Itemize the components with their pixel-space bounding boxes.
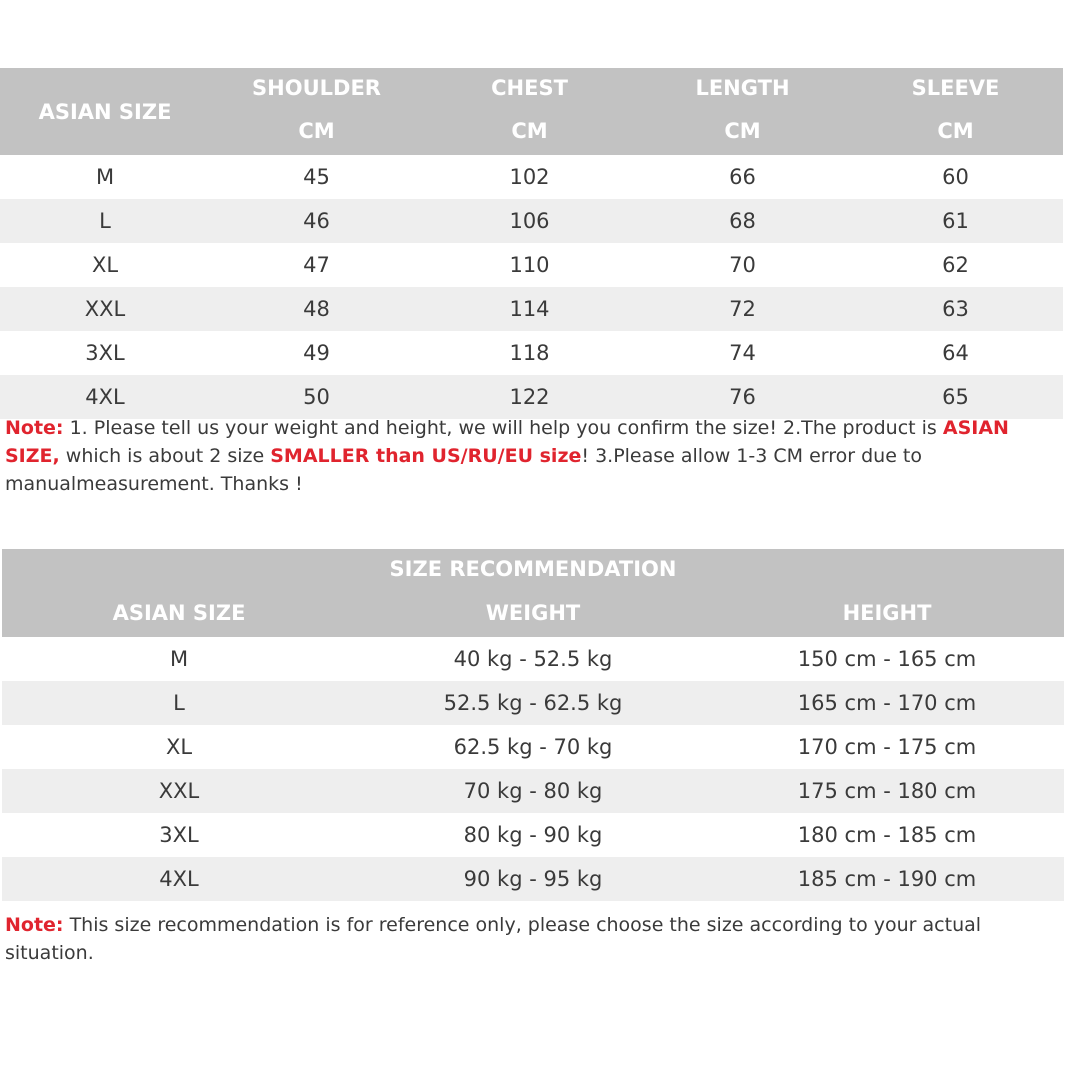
cell-sleeve: 61: [942, 209, 969, 233]
recommendation-note: [5, 911, 1015, 967]
note-text: This size recommendation is for reference only, please choose the size according to your actual situation.: [5, 914, 982, 964]
cell-size: 3XL: [85, 341, 125, 365]
cell-weight: 70 kg - 80 kg: [463, 779, 603, 803]
table-row: [0, 155, 1063, 199]
header-unit: CM: [298, 119, 335, 143]
table-row: [0, 199, 1063, 243]
size-note: [5, 414, 1065, 498]
cell-sleeve: 63: [942, 297, 969, 321]
header-unit: CM: [937, 119, 974, 143]
table-row: [0, 287, 1063, 331]
cell-size: XL: [91, 253, 119, 277]
cell-weight: 52.5 kg - 62.5 kg: [443, 691, 623, 715]
cell-length: 74: [729, 341, 756, 365]
cell-shoulder: 50: [303, 385, 330, 409]
cell-chest: 110: [509, 253, 550, 277]
cell-height: 180 cm - 185 cm: [797, 823, 977, 847]
note-text: 1. Please tell us your weight and height, we will help you confirm the size! 2.The product is: [63, 417, 943, 439]
cell-shoulder: 45: [303, 165, 330, 189]
cell-size: XXL: [158, 779, 200, 803]
cell-shoulder: 48: [303, 297, 330, 321]
cell-height: 165 cm - 170 cm: [797, 691, 977, 715]
header-label: CHEST: [491, 76, 568, 100]
cell-size: 4XL: [85, 385, 125, 409]
recommendation-header: [2, 549, 1064, 637]
note-text: which is about 2 size: [59, 445, 271, 467]
cell-height: 170 cm - 175 cm: [797, 735, 977, 759]
cell-shoulder: 47: [303, 253, 330, 277]
cell-length: 76: [729, 385, 756, 409]
cell-height: 185 cm - 190 cm: [797, 867, 977, 891]
cell-size: 3XL: [159, 823, 199, 847]
cell-height: 150 cm - 165 cm: [797, 647, 977, 671]
header-asian-size: ASIAN SIZE: [112, 601, 246, 625]
header-shoulder: [210, 68, 423, 155]
note-highlight-asian-size: ASIAN SIZE,: [5, 417, 1009, 467]
size-chart-header: [0, 68, 1063, 155]
cell-sleeve: 60: [942, 165, 969, 189]
cell-length: 70: [729, 253, 756, 277]
table-row: [0, 331, 1063, 375]
table-row: [2, 681, 1064, 725]
cell-size: M: [95, 165, 115, 189]
header-chest: [423, 68, 636, 155]
cell-length: 66: [729, 165, 756, 189]
note-highlight-smaller: SMALLER than US/RU/EU size: [270, 445, 582, 467]
cell-size: M: [169, 647, 189, 671]
cell-size: L: [173, 691, 185, 715]
table-row: [2, 725, 1064, 769]
header-height: HEIGHT: [842, 601, 932, 625]
header-asian-size: ASIAN SIZE: [38, 99, 172, 124]
size-recommendation-table: [2, 549, 1064, 901]
table-row: [2, 637, 1064, 681]
cell-sleeve: 64: [942, 341, 969, 365]
header-weight: WEIGHT: [485, 601, 581, 625]
recommendation-body: [2, 637, 1064, 901]
table-row: [0, 243, 1063, 287]
header-unit: CM: [724, 119, 761, 143]
cell-weight: 90 kg - 95 kg: [463, 867, 603, 891]
cell-weight: 80 kg - 90 kg: [463, 823, 603, 847]
note-label: Note:: [5, 417, 64, 439]
cell-size: L: [99, 209, 111, 233]
recommendation-title: SIZE RECOMMENDATION: [389, 557, 677, 581]
table-row: [0, 375, 1063, 419]
cell-size: XL: [165, 735, 193, 759]
cell-shoulder: 49: [303, 341, 330, 365]
header-length: [636, 68, 849, 155]
cell-height: 175 cm - 180 cm: [797, 779, 977, 803]
table-row: [2, 769, 1064, 813]
table-row: [2, 857, 1064, 901]
header-label: SHOULDER: [252, 76, 381, 100]
cell-size: 4XL: [159, 867, 199, 891]
cell-length: 68: [729, 209, 756, 233]
cell-chest: 106: [509, 209, 550, 233]
header-label: LENGTH: [695, 76, 790, 100]
table-row: [2, 813, 1064, 857]
cell-sleeve: 62: [942, 253, 969, 277]
cell-weight: 62.5 kg - 70 kg: [453, 735, 613, 759]
header-label: SLEEVE: [911, 76, 1000, 100]
cell-chest: 102: [509, 165, 550, 189]
size-chart-body: [0, 155, 1063, 419]
cell-shoulder: 46: [303, 209, 330, 233]
cell-chest: 118: [509, 341, 550, 365]
size-chart-table: [0, 68, 1063, 419]
header-unit: CM: [511, 119, 548, 143]
cell-size: XXL: [84, 297, 126, 321]
note-label: Note:: [5, 914, 64, 936]
cell-chest: 114: [509, 297, 550, 321]
cell-weight: 40 kg - 52.5 kg: [453, 647, 613, 671]
cell-sleeve: 65: [942, 385, 969, 409]
cell-chest: 122: [509, 385, 550, 409]
note-text: ! 3.Please allow 1-3 CM error due to manualmeasurement. Thanks !: [5, 445, 923, 495]
cell-length: 72: [729, 297, 756, 321]
header-sleeve: [849, 68, 1062, 155]
